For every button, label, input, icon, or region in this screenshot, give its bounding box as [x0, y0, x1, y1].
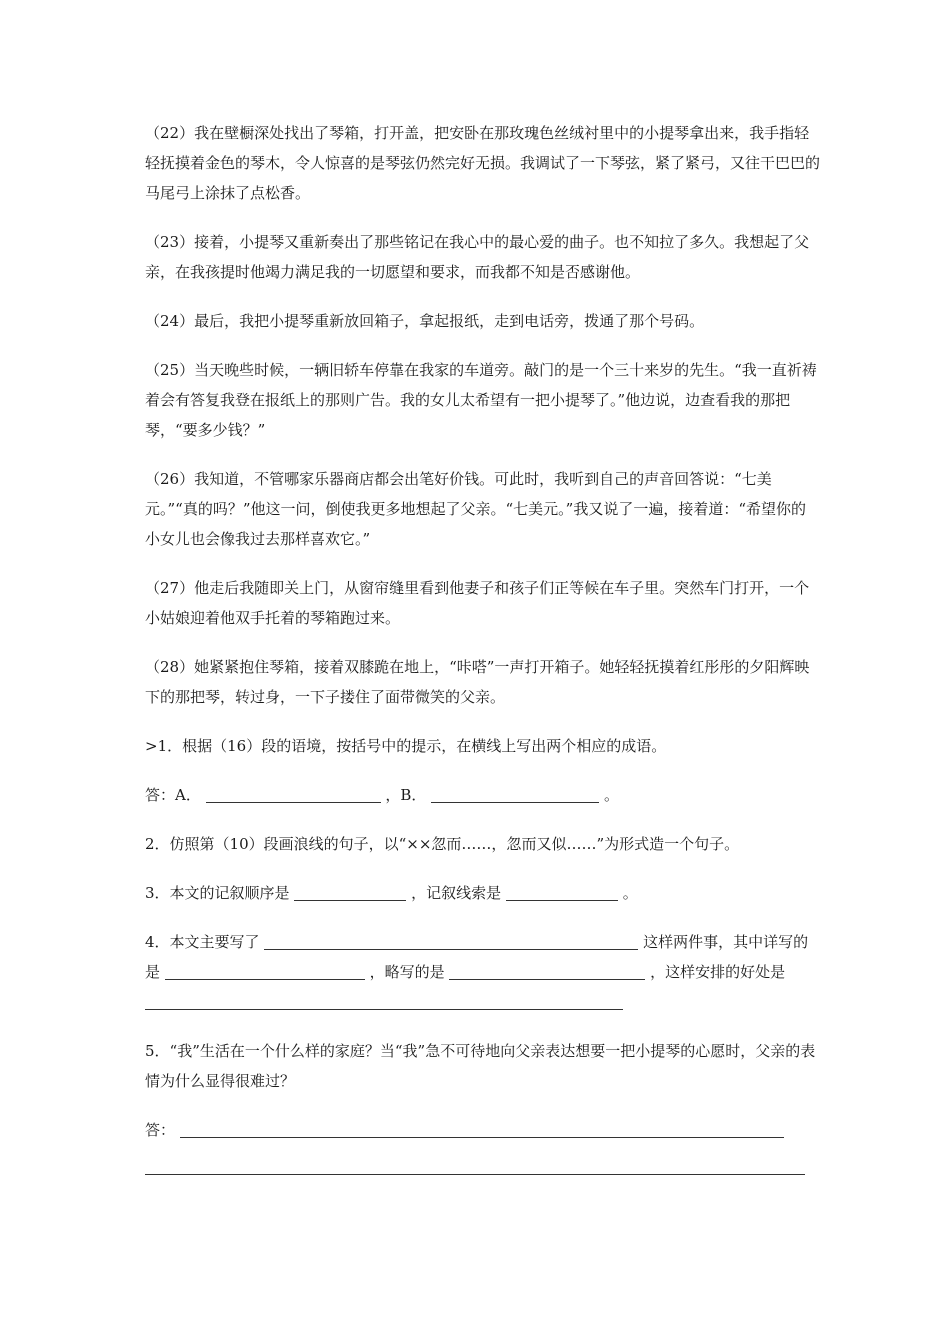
- question-3: [145, 878, 820, 908]
- question-3-part1: 3．本文的记叙顺序是: [145, 884, 290, 902]
- paragraph-25: （25）当天晚些时候，一辆旧轿车停靠在我家的车道旁。敲门的是一个三十来岁的先生。“我一直祈祷着会有答复我登在报纸上的那则广告。我的女儿太希望有一把小提琴了。”他边说，边查看我的那把琴，“要多少钱？”: [145, 361, 817, 439]
- paragraph-24: （24）最后，我把小提琴重新放回箱子，拿起报纸，走到电话旁，拨通了那个号码。: [145, 312, 705, 330]
- question-5-answer: [145, 1115, 820, 1145]
- answer-blank-b[interactable]: [431, 784, 599, 803]
- paragraph-27: （27）他走后我随即关上门，从窗帘缝里看到他妻子和孩子们正等候在车子里。突然车门打开，一个小姑娘迎着他双手托着的琴箱跑过来。: [145, 579, 810, 627]
- question-5: 5．“我”生活在一个什么样的家庭？当“我”急不可待地向父亲表达想要一把小提琴的心愿时，父亲的表情为什么显得很难过？: [145, 1042, 816, 1090]
- question-4-blank-detailed[interactable]: [165, 961, 365, 980]
- paragraph-23: （23）接着，小提琴又重新奏出了那些铭记在我心中的最心爱的曲子。也不知拉了多久。我想起了父亲，在我孩提时他竭力满足我的一切愿望和要求，而我都不知是否感谢他。: [145, 233, 810, 281]
- paragraph-22: （22）我在壁橱深处找出了琴箱，打开盖，把安卧在那玫瑰色丝绒衬里中的小提琴拿出来，我手指轻轻抚摸着金色的琴木，令人惊喜的是琴弦仍然完好无损。我调试了一下琴弦，紧了紧弓，又往干巴巴的马尾弓上涂抹了点松香。: [145, 124, 821, 202]
- question-5-blank-line1[interactable]: [180, 1119, 784, 1138]
- paragraph-26: （26）我知道，不管哪家乐器商店都会出笔好价钱。可此时，我听到自己的声音回答说：“七美元。”“真的吗？”他这一问，倒使我更多地想起了父亲。“七美元。”我又说了一遍，接着道：“希望你的小女儿也会像我过去那样喜欢它。”: [145, 470, 807, 548]
- question-4-blank-events[interactable]: [264, 931, 638, 950]
- question-3-blank-clue[interactable]: [506, 882, 618, 901]
- question-1: >1．根据（16）段的语境，按括号中的提示，在横线上写出两个相应的成语。: [145, 737, 667, 755]
- question-5-blank-line2[interactable]: [145, 1174, 805, 1175]
- question-4-part4: ，这样安排的好处是: [650, 963, 786, 981]
- answer-prefix: 答：A．: [145, 786, 201, 804]
- answer-blank-a[interactable]: [206, 784, 381, 803]
- question-4-part1: 4．本文主要写了: [145, 933, 260, 951]
- answer-end: 。: [604, 786, 620, 804]
- document-page: [145, 118, 820, 1164]
- question-4-blank-brief[interactable]: [449, 961, 645, 980]
- question-2: 2．仿照第（10）段画浪线的句子，以“××忽而……，忽而又似……”为形式造一个句子。: [145, 835, 740, 853]
- answer-prefix-5: 答：: [145, 1121, 176, 1139]
- question-4-part3: ，略写的是: [369, 963, 445, 981]
- question-3-part2: ，记叙线索是: [411, 884, 502, 902]
- paragraph-28: （28）她紧紧抱住琴箱，接着双膝跪在地上，“咔嗒”一声打开箱子。她轻轻抚摸着红彤彤的夕阳辉映下的那把琴，转过身，一下子搂住了面带微笑的父亲。: [145, 658, 810, 706]
- question-3-end: 。: [622, 884, 638, 902]
- question-4-part2: 这样两件事，其中详写的是: [145, 933, 809, 981]
- question-4: [145, 927, 820, 1017]
- question-3-blank-order[interactable]: [294, 882, 406, 901]
- question-1-answer: [145, 780, 820, 810]
- answer-separator: ，B．: [385, 786, 427, 804]
- question-4-blank-benefit[interactable]: [145, 991, 623, 1010]
